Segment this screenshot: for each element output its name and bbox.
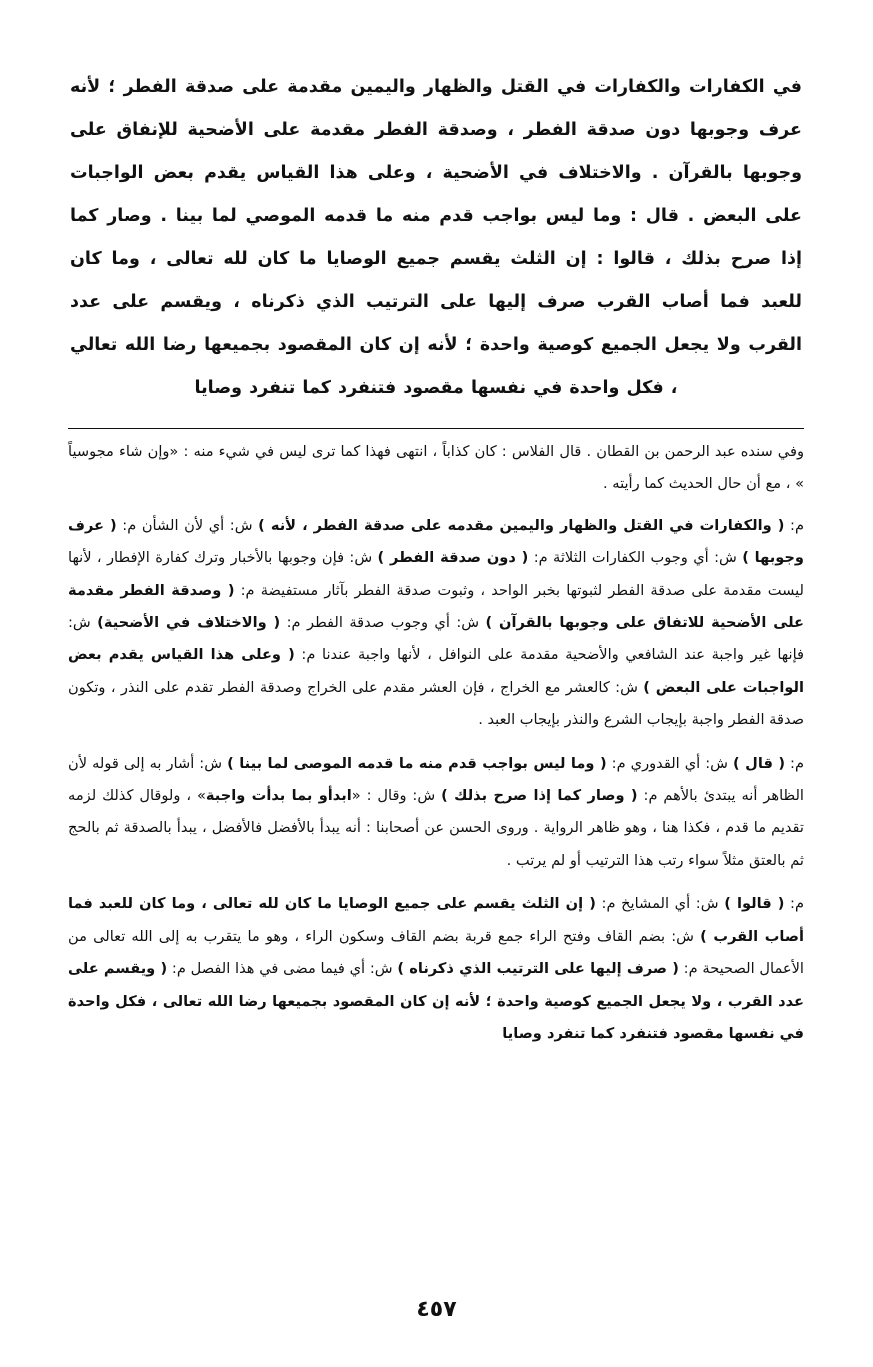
quoted-matn-segment: ( وما ليس بواجب قدم منه ما قدمه الموصى لما بينا ): [227, 754, 607, 772]
main-text: في الكفارات والكفارات في القتل والظهار واليمين مقدمة على صدقة الفطر ؛ لأنه عرف وجوبها دون صدقة الفطر ، وصدقة الفطر مقدمة على الأضحية للإنفاق على وجوبها بالقرآن . والاختلاف في الأضحية ، وعلى هذا القياس يقدم بعض الواجبات على البعض . قال : وما ليس بواجب قدم منه ما قدمه الموصي لما بينا . وصار كما إذا صرح بذلك ، قالوا : إن الثلث يقسم جميع الوصايا ما كان لله تعالى ، وما كان للعبد فما أصاب القرب صرف إليها على الترتيب الذي ذكرناه ، ويقسم على عدد القرب ولا يجعل الجميع كوصية واحدة ؛ لأنه إن كان المقصود بجميعها رضا الله تعالي ، فكل واحدة في نفسها مقصود فتنفرد كما تنفرد وصايا: [70, 77, 802, 398]
commentary-segment: » ، ولوقال كذلك لزمه تقديم ما قدم ، فكذا هنا ، وهو ظاهر الرواية . وروى الحسن عن أصحابنا : أنه يبدأ بالأفضل فالأفضل ، يبدأ بالصدقة ثم بالحج ثم بالعتق مثلاً سواء رتب هذا الترتيب أو لم يرتب .: [68, 787, 804, 869]
footnote-divider: [68, 428, 804, 429]
quoted-matn-segment: ( ويقسم على عدد القرب ، ولا يجعل الجميع كوصية واحدة ؛ لأنه إن كان المقصود بجميعها رضا الله تعالى ، فكل واحدة في نفسها مقصود فتنفرد كما تنفرد وصايا: [68, 960, 804, 1042]
commentary-segment: ش: فإن وجوبها بالأخبار وترك كفارة الإفطار ، لأنها ليست مقدمة على صدقة الفطر لثبوتها بخبر الواحد ، وثبوت صدقة الفطر بآثار مستفيضة م:: [68, 549, 804, 599]
commentary-segment: ش: أي فيما مضى في هذا الفصل م:: [167, 960, 398, 978]
commentary-segment: م:: [784, 516, 804, 534]
quoted-matn-segment: ( عرف وجوبها ): [68, 516, 804, 567]
commentary-segment: وفي سنده عبد الرحمن بن القطان . قال الفلاس : كان كذاباً ، انتهى فهذا كما ترى ليس في شيء منه : «وإن شاء مجوسياً » ، مع أن حال الحديث كما رأيته .: [68, 443, 804, 493]
quoted-matn-segment: ( صرف إليها على الترتيب الذي ذكرناه ): [397, 960, 679, 978]
commentary-segment: ش: كالعشر مع الخراج ، فإن العشر مقدم على الخراج وصدقة الفطر تقدم على النذر ، وتكون صدقة الفطر واجبة بإيجاب الشرع والنذر بإيجاب العبد .: [68, 678, 804, 729]
quoted-matn-segment: ( والاختلاف في الأضحية): [97, 614, 281, 632]
commentary-segment: م:: [785, 754, 804, 772]
commentary-segment: ش: وقال : «: [351, 787, 442, 805]
commentary-segment: ش: أشار به إلى قوله لأن الظاهر أنه يبتدئ بالأهم م:: [68, 754, 804, 805]
quoted-matn-segment: ( إن الثلث يقسم على جميع الوصايا ما كان لله تعالى ، وما كان للعبد فما أصاب القرب ): [68, 895, 804, 945]
commentary-segment: ش: أي المشايخ م:: [595, 895, 725, 913]
commentary-segment: ش: أي وجوب صدقة الفطر م:: [280, 614, 486, 632]
commentary-segment: ش: أي وجوب الكفارات الثلاثة م:: [528, 549, 743, 567]
quoted-matn-segment: ( قالوا ): [724, 895, 785, 913]
quoted-matn-segment: ( والكفارات في القتل والظهار واليمين مقدمه على صدقة الفطر ، لأنه ): [258, 516, 785, 534]
main-text-block: [70, 66, 802, 410]
commentary-paragraph: [68, 436, 804, 501]
commentary-segment: ش: بضم القاف وفتح الراء جمع قربة بضم القاف وسكون الراء ، وهو ما يتقرب به إلى الله تعالى من الأعمال الصحيحة م:: [68, 927, 804, 978]
commentary-paragraph: [68, 510, 804, 737]
quoted-matn-segment: ابدأو بما بدأت واجبة: [205, 787, 352, 805]
page-number: ٤٥٧: [416, 1297, 457, 1322]
quoted-matn-segment: ( وصار كما إذا صرح بذلك ): [441, 787, 638, 805]
commentary-paragraph: [68, 888, 804, 1050]
commentary-segment: ش: أي لأن الشأن م:: [116, 516, 259, 534]
commentary-block: [68, 436, 804, 1061]
commentary-segment: ش: فإنها غير واجبة عند الشافعي والأضحية مقدمة على النوافل ، لأنها واجبة عندنا م:: [68, 614, 804, 664]
commentary-paragraph: [68, 748, 804, 878]
commentary-segment: ش: أي القدوري م:: [606, 754, 734, 772]
quoted-matn-segment: ( قال ): [733, 754, 786, 772]
quoted-matn-segment: ( دون صدقة الفطر ): [377, 549, 529, 567]
commentary-segment: م:: [784, 895, 805, 913]
quoted-matn-segment: ( وعلى هذا القياس يقدم بعض الواجبات على البعض ): [68, 646, 804, 696]
quoted-matn-segment: ( وصدقة الفطر مقدمة على الأضحية للاتفاق على وجوبها بالقرآن ): [68, 581, 804, 632]
